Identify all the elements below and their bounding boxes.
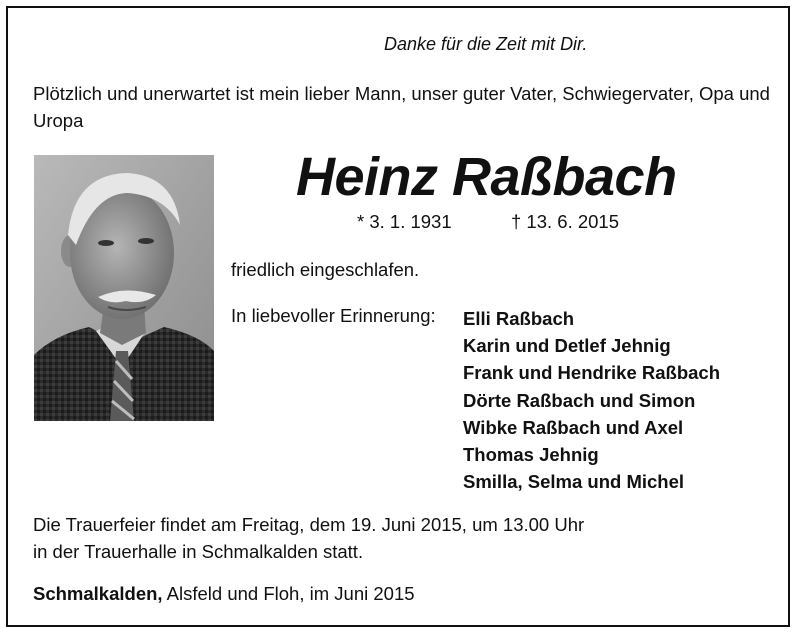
- mourner-name: Karin und Detlef Jehnig: [463, 335, 671, 357]
- mourner-name: Elli Raßbach: [463, 308, 575, 329]
- signoff-rest: Alsfeld und Floh, im Juni 2015: [162, 583, 415, 604]
- mourner-name: Thomas Jehnig: [463, 444, 599, 466]
- mourner-name: Dörte Raßbach und Simon: [463, 389, 696, 411]
- signoff: [33, 583, 415, 605]
- motto: Danke für die Zeit mit Dir.: [384, 34, 588, 54]
- portrait-photo: [34, 155, 214, 421]
- passing-note: friedlich eingeschlafen.: [231, 259, 420, 280]
- funeral-line: in der Trauerhalle in Schmalkalden statt.: [33, 541, 364, 562]
- intro-text: Plötzlich und unerwartet ist mein lieber Mann, unser guter Vater, Schwiegervater, Opa und Uropa: [33, 83, 770, 131]
- deceased-name: Heinz Raßbach: [296, 147, 677, 207]
- mourner-name: Frank und Hendrike Raßbach: [463, 362, 720, 384]
- signoff-place: Schmalkalden,: [33, 583, 163, 604]
- birth-date: * 3. 1. 1931: [357, 211, 452, 232]
- funeral-info: [33, 511, 584, 565]
- mourner-name: Wibke Raßbach und Axel: [463, 416, 684, 438]
- mourners-list: [463, 305, 720, 495]
- memory-label: In liebevoller Erinnerung:: [231, 305, 436, 326]
- death-date: † 13. 6. 2015: [511, 211, 620, 232]
- mourner-name: Smilla, Selma und Michel: [463, 471, 685, 493]
- funeral-line: Die Trauerfeier findet am Freitag, dem 19. Juni 2015, um 13.00 Uhr: [33, 514, 585, 535]
